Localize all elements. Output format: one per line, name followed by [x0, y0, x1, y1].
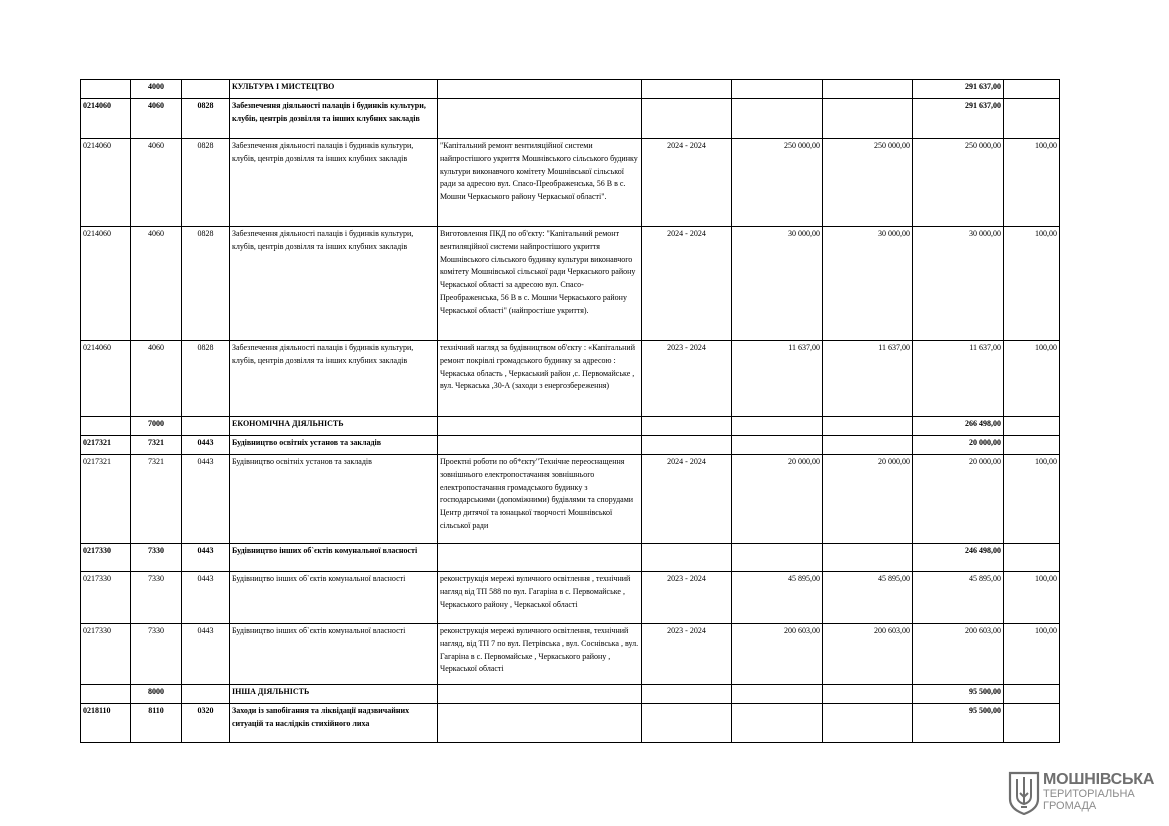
- investment-program-table: [80, 79, 1060, 743]
- cell-name: Забезпечення діяльності палаців і будинків культури, клубів, центрів дозвілля та інших клубних закладів: [230, 139, 438, 227]
- cell-readiness: [1004, 685, 1060, 704]
- cell-balance: 11 637,00: [823, 341, 913, 417]
- cell-cost: 200 603,00: [732, 624, 823, 685]
- cell-balance: 45 895,00: [823, 572, 913, 624]
- cell-tfkvk: 7330: [131, 572, 182, 624]
- cell-readiness: 100,00: [1004, 455, 1060, 544]
- cell-period: 2024 - 2024: [642, 139, 732, 227]
- cell-object: [438, 417, 642, 436]
- cell-tpkvk: 0218110: [81, 704, 131, 743]
- cell-readiness: 100,00: [1004, 341, 1060, 417]
- cell-amount: 20 000,00: [913, 455, 1004, 544]
- cell-period: [642, 436, 732, 455]
- table-row: [81, 227, 1060, 341]
- cell-tpkvk: 0214060: [81, 139, 131, 227]
- cell-object: реконструкція мережі вуличного освітлення, технічний нагляд, від ТП 7 по вул. Петрівська , вул. Соснівська , вул. Гагаріна в с. Первомайське , Черкаського району , Черкаської області: [438, 624, 642, 685]
- cell-readiness: [1004, 80, 1060, 99]
- cell-tpkvk: 0217330: [81, 544, 131, 572]
- cell-cost: [732, 417, 823, 436]
- cell-cost: [732, 704, 823, 743]
- cell-cost: [732, 544, 823, 572]
- subtotal-row: [81, 99, 1060, 139]
- cell-balance: [823, 436, 913, 455]
- cell-period: [642, 704, 732, 743]
- cell-period: 2023 - 2024: [642, 341, 732, 417]
- cell-fkvk: 0320: [182, 704, 230, 743]
- cell-object: технічний нагляд за будівництвом об'єкту : «Капітальний ремонт покрівлі громадського будинку за адресою : Черкаська область , Черкаський район ,с. Первомайське , вул. Черкаська ,30-А (заходи з енергозбереження): [438, 341, 642, 417]
- cell-tpkvk: 0214060: [81, 341, 131, 417]
- cell-balance: 30 000,00: [823, 227, 913, 341]
- cell-tfkvk: 7321: [131, 436, 182, 455]
- cell-period: 2024 - 2024: [642, 227, 732, 341]
- cell-readiness: [1004, 99, 1060, 139]
- cell-name: ІНША ДІЯЛЬНІСТЬ: [230, 685, 438, 704]
- cell-amount: 291 637,00: [913, 80, 1004, 99]
- cell-tpkvk: 0217321: [81, 436, 131, 455]
- cell-name: Будівництво інших об`єктів комунальної власності: [230, 624, 438, 685]
- cell-fkvk: [182, 417, 230, 436]
- cell-tfkvk: 7330: [131, 544, 182, 572]
- cell-tfkvk: 7330: [131, 624, 182, 685]
- cell-amount: 291 637,00: [913, 99, 1004, 139]
- cell-balance: [823, 544, 913, 572]
- cell-readiness: 100,00: [1004, 624, 1060, 685]
- cell-amount: 95 500,00: [913, 704, 1004, 743]
- cell-cost: [732, 685, 823, 704]
- cell-name: Будівництво освітніх установ та закладів: [230, 436, 438, 455]
- cell-fkvk: 0443: [182, 624, 230, 685]
- cell-period: [642, 685, 732, 704]
- cell-cost: 250 000,00: [732, 139, 823, 227]
- cell-tpkvk: 0214060: [81, 99, 131, 139]
- cell-period: 2024 - 2024: [642, 455, 732, 544]
- logo-subtitle-2: ГРОМАДА: [1043, 800, 1097, 812]
- cell-cost: [732, 80, 823, 99]
- section-row: [81, 685, 1060, 704]
- table-row: [81, 572, 1060, 624]
- cell-readiness: [1004, 544, 1060, 572]
- cell-period: 2023 - 2024: [642, 624, 732, 685]
- subtotal-row: [81, 704, 1060, 743]
- cell-readiness: 100,00: [1004, 227, 1060, 341]
- cell-tfkvk: 4060: [131, 341, 182, 417]
- cell-period: [642, 544, 732, 572]
- cell-amount: 266 498,00: [913, 417, 1004, 436]
- section-row: [81, 80, 1060, 99]
- cell-amount: 45 895,00: [913, 572, 1004, 624]
- table-row: [81, 139, 1060, 227]
- table-row: [81, 624, 1060, 685]
- section-row: [81, 417, 1060, 436]
- community-logo: [1007, 770, 1157, 816]
- cell-amount: 200 603,00: [913, 624, 1004, 685]
- cell-amount: 250 000,00: [913, 139, 1004, 227]
- cell-object: Виготовлення ПКД по об'єкту: "Капітальний ремонт вентиляційної системи найпростішого укриття Мошнівського сільського будинку культури виконавчого комітету Мошнівської сільської ради Черкаського району Черкаської області за адресою вул. Спасо-Преображенська, 56 В в с. Мошни Черкаського району Черкаської області" (найпростіше укриття).: [438, 227, 642, 341]
- cell-fkvk: [182, 80, 230, 99]
- cell-amount: 30 000,00: [913, 227, 1004, 341]
- cell-fkvk: 0443: [182, 544, 230, 572]
- cell-cost: [732, 436, 823, 455]
- subtotal-row: [81, 436, 1060, 455]
- trident-emblem-icon: [1007, 771, 1041, 815]
- cell-object: [438, 436, 642, 455]
- cell-fkvk: 0443: [182, 436, 230, 455]
- cell-balance: 250 000,00: [823, 139, 913, 227]
- cell-object: [438, 544, 642, 572]
- cell-cost: 45 895,00: [732, 572, 823, 624]
- cell-tpkvk: [81, 417, 131, 436]
- logo-subtitle: ТЕРИТОРІАЛЬНА: [1043, 788, 1135, 800]
- cell-name: Будівництво інших об`єктів комунальної власності: [230, 544, 438, 572]
- cell-name: КУЛЬТУРА І МИСТЕЦТВО: [230, 80, 438, 99]
- cell-name: Будівництво інших об`єктів комунальної власності: [230, 572, 438, 624]
- cell-tfkvk: 4060: [131, 227, 182, 341]
- cell-object: [438, 685, 642, 704]
- cell-tpkvk: 0214060: [81, 227, 131, 341]
- cell-period: 2023 - 2024: [642, 572, 732, 624]
- cell-readiness: [1004, 417, 1060, 436]
- cell-tfkvk: 7321: [131, 455, 182, 544]
- cell-name: ЕКОНОМІЧНА ДІЯЛЬНІСТЬ: [230, 417, 438, 436]
- cell-tfkvk: 4060: [131, 99, 182, 139]
- cell-cost: [732, 99, 823, 139]
- cell-readiness: 100,00: [1004, 572, 1060, 624]
- cell-object: [438, 99, 642, 139]
- cell-readiness: 100,00: [1004, 139, 1060, 227]
- cell-object: Проектні роботи по об*єкту"Технічне переоснащення зовнішнього електропостачання зовнішнього електропостачання громадського будинку з господарськими (допоміжними) будівлями та спорудами Центр дитячої та юнацької творчості Мошнівської сільської ради: [438, 455, 642, 544]
- cell-period: [642, 417, 732, 436]
- cell-name: Забезпечення діяльності палаців і будинків культури, клубів, центрів дозвілля та інших клубних закладів: [230, 341, 438, 417]
- cell-cost: 20 000,00: [732, 455, 823, 544]
- logo-title: МОШНІВСЬКА: [1043, 771, 1155, 788]
- cell-balance: [823, 704, 913, 743]
- cell-name: Заходи із запобігання та ліквідації надзвичайних ситуацій та наслідків стихійного лиха: [230, 704, 438, 743]
- cell-fkvk: 0828: [182, 139, 230, 227]
- cell-period: [642, 99, 732, 139]
- cell-name: Будівництво освітніх установ та закладів: [230, 455, 438, 544]
- cell-fkvk: 0828: [182, 341, 230, 417]
- cell-object: реконструкція мережі вуличного освітлення , технічний нагляд від ТП 588 по вул. Гагаріна в с. Первомайське , Черкаського району , Черкаської області: [438, 572, 642, 624]
- cell-tpkvk: [81, 685, 131, 704]
- cell-name: Забезпечення діяльності палаців і будинків культури, клубів, центрів дозвілля та інших клубних закладів: [230, 227, 438, 341]
- cell-cost: 11 637,00: [732, 341, 823, 417]
- cell-readiness: [1004, 436, 1060, 455]
- cell-balance: [823, 80, 913, 99]
- cell-tfkvk: 8000: [131, 685, 182, 704]
- cell-amount: 20 000,00: [913, 436, 1004, 455]
- cell-amount: 11 637,00: [913, 341, 1004, 417]
- cell-tfkvk: 8110: [131, 704, 182, 743]
- cell-fkvk: 0443: [182, 455, 230, 544]
- cell-fkvk: 0828: [182, 227, 230, 341]
- cell-period: [642, 80, 732, 99]
- cell-fkvk: 0828: [182, 99, 230, 139]
- table-row: [81, 455, 1060, 544]
- cell-object: "Капітальний ремонт вентиляційної системи найпростішого укриття Мошнівського сільського будинку культури виконавчого комітету Мошнівської сільської ради за адресою вул. Спасо-Преображенська, 56 В в с. Мошни Черкаського району Черкаської області".: [438, 139, 642, 227]
- cell-tfkvk: 4000: [131, 80, 182, 99]
- subtotal-row: [81, 544, 1060, 572]
- cell-fkvk: [182, 685, 230, 704]
- table-row: [81, 341, 1060, 417]
- cell-amount: 95 500,00: [913, 685, 1004, 704]
- cell-tfkvk: 4060: [131, 139, 182, 227]
- cell-tpkvk: 0217321: [81, 455, 131, 544]
- cell-tfkvk: 7000: [131, 417, 182, 436]
- cell-object: [438, 80, 642, 99]
- cell-object: [438, 704, 642, 743]
- cell-balance: [823, 417, 913, 436]
- cell-tpkvk: 0217330: [81, 624, 131, 685]
- cell-tpkvk: [81, 80, 131, 99]
- cell-balance: [823, 685, 913, 704]
- cell-readiness: [1004, 704, 1060, 743]
- cell-fkvk: 0443: [182, 572, 230, 624]
- cell-balance: [823, 99, 913, 139]
- cell-balance: 200 603,00: [823, 624, 913, 685]
- cell-tpkvk: 0217330: [81, 572, 131, 624]
- cell-amount: 246 498,00: [913, 544, 1004, 572]
- cell-balance: 20 000,00: [823, 455, 913, 544]
- cell-name: Забезпечення діяльності палаців і будинків культури, клубів, центрів дозвілля та інших клубних закладів: [230, 99, 438, 139]
- cell-cost: 30 000,00: [732, 227, 823, 341]
